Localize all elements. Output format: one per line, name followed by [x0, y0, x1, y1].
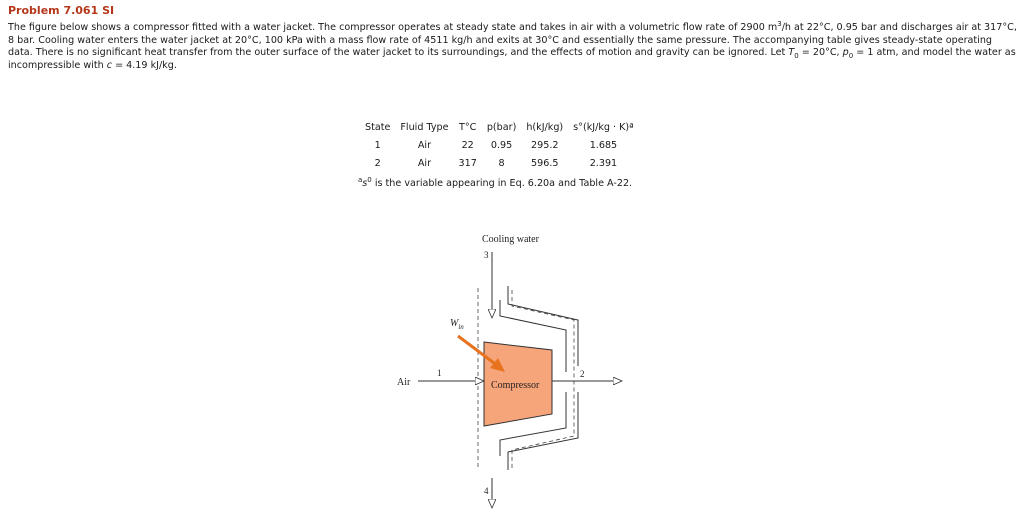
- compressor-label: Compressor: [491, 380, 540, 391]
- table-cell: Air: [417, 157, 432, 169]
- table-cell: 596.5: [531, 157, 559, 169]
- c-symbol: c: [106, 59, 113, 71]
- table-cell: 2: [374, 157, 381, 169]
- s0-symbol: s: [362, 178, 368, 190]
- header-enthalpy: h(kJ/kg): [526, 121, 564, 133]
- table-cell: 0.95: [490, 139, 513, 151]
- footnote-text: is the variable appearing in Eq. 6.20a and Table A-22.: [371, 178, 633, 190]
- problem-text-1: The figure below shows a compressor fitted with a water jacket. The compressor operates at steady state and takes in air with a volumetric flow rate of 2900 m: [8, 22, 778, 33]
- table-footnote: [358, 176, 632, 189]
- table-row: [360, 154, 639, 172]
- cubic-superscript: 3: [777, 19, 782, 28]
- problem-title: Problem 7.061 SI: [8, 4, 115, 17]
- problem-text-5: = 4.19 kJ/kg.: [112, 59, 177, 71]
- table-cell: 295.2: [531, 139, 559, 151]
- state-4-label: 4: [484, 486, 489, 496]
- t0-subscript: 0: [794, 52, 799, 61]
- work-in-subscript: in: [458, 323, 464, 331]
- problem-text-2: /h at 22°C, 0.95 bar and discharges air at 317°C, 8 bar. Cooling water enters the water jacket at 20°C, 100 kPa with a mass flow rate of 4511 kg/h and exits at 30°C and essentially the same pressure. The accompanying table gives steady-state operating data. There is no significant heat transfer from the outer surface of the water jacket to its surroundings, and the effects of motion and gravity can be ignored. Let: [8, 22, 1017, 59]
- table-cell: 1: [374, 139, 381, 151]
- cooling-water-label: Cooling water: [482, 234, 539, 245]
- table-header-row: [360, 118, 639, 136]
- header-state: State: [365, 121, 391, 133]
- header-entropy: s°(kJ/kg · K)ª: [573, 121, 634, 133]
- table-cell: 317: [458, 157, 477, 169]
- s0-superscript: 0: [367, 176, 372, 184]
- table-cell: 22: [461, 139, 474, 151]
- state-1-label: 1: [437, 368, 442, 378]
- table-cell: 1.685: [589, 139, 618, 151]
- problem-text-4: = 1 atm, and model the water as incompressible with: [8, 47, 1016, 71]
- header-fluid: Fluid Type: [400, 121, 449, 133]
- header-pressure: p(bar): [486, 121, 517, 133]
- table-cell: 8: [498, 157, 505, 169]
- p0-symbol: p: [842, 47, 849, 59]
- problem-text-3: = 20°C,: [798, 47, 843, 59]
- state-2-label: 2: [580, 369, 585, 379]
- work-in-label: $W_{in}$: [450, 318, 464, 331]
- header-temp: T°C: [458, 121, 477, 133]
- footnote-marker: a: [358, 176, 363, 184]
- problem-statement: [8, 19, 1018, 72]
- table-cell: Air: [417, 139, 432, 151]
- state-table: [360, 118, 639, 172]
- compressor-diagram: [380, 222, 640, 514]
- air-label: Air: [397, 377, 411, 388]
- table-cell: 2.391: [589, 157, 618, 169]
- state-3-label: 3: [484, 250, 489, 260]
- p0-subscript: 0: [848, 52, 854, 61]
- table-row: [360, 136, 639, 154]
- t0-symbol: T: [788, 47, 795, 59]
